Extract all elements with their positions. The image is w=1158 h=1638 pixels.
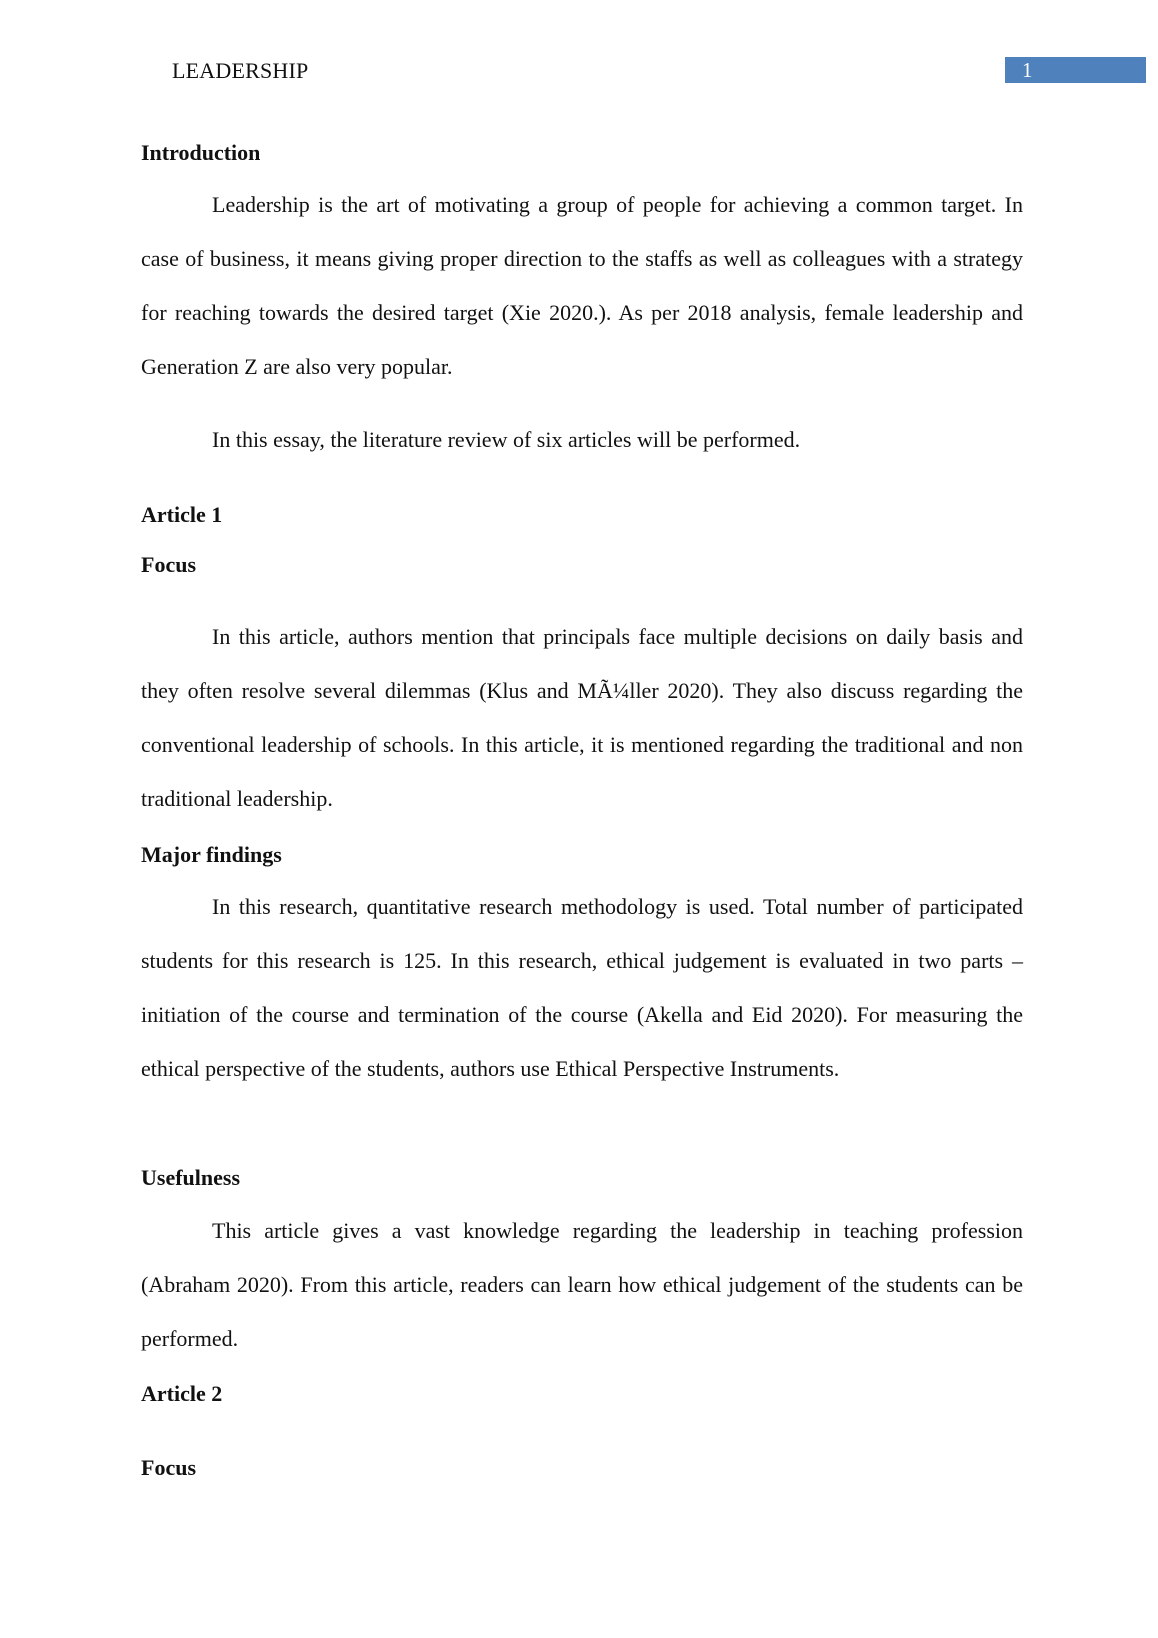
- heading-article-1-usefulness: Usefulness: [141, 1165, 241, 1190]
- heading-article-1-major-findings: Major findings: [141, 842, 282, 867]
- heading-article-2-focus: Focus: [141, 1455, 196, 1480]
- running-header: LEADERSHIP: [172, 58, 309, 83]
- article-1-usefulness-paragraph: This article gives a vast knowledge regarding the leadership in teaching profession (Abraham 2020). From this article, readers can learn how ethical judgement of the students can be performed.: [141, 1218, 1023, 1351]
- article-1-focus-paragraph: In this article, authors mention that principals face multiple decisions on daily basis and they often resolve several dilemmas (Klus and MÃ¼ller 2020). They also discuss regarding the conventional leadership of schools. In this article, it is mentioned regarding the traditional and non traditional leadership.: [141, 624, 1023, 811]
- heading-article-2: Article 2: [141, 1381, 223, 1406]
- introduction-paragraph-2: In this essay, the literature review of six articles will be performed.: [212, 427, 801, 452]
- heading-introduction: Introduction: [141, 140, 261, 165]
- heading-article-1-focus: Focus: [141, 552, 196, 577]
- article-1-findings-paragraph: In this research, quantitative research methodology is used. Total number of participated students for this research is 125. In this research, ethical judgement is evaluated in two parts – initiation of the course and termination of the course (Akella and Eid 2020). For measuring the ethical perspective of the students, authors use Ethical Perspective Instruments.: [141, 894, 1023, 1081]
- introduction-paragraph-1: Leadership is the art of motivating a group of people for achieving a common target. In case of business, it means giving proper direction to the staffs as well as colleagues with a strategy for reaching towards the desired target (Xie 2020.). As per 2018 analysis, female leadership and Generation Z are also very popular.: [141, 192, 1023, 379]
- heading-article-1: Article 1: [141, 502, 223, 527]
- page-number-badge: 1: [1005, 57, 1146, 83]
